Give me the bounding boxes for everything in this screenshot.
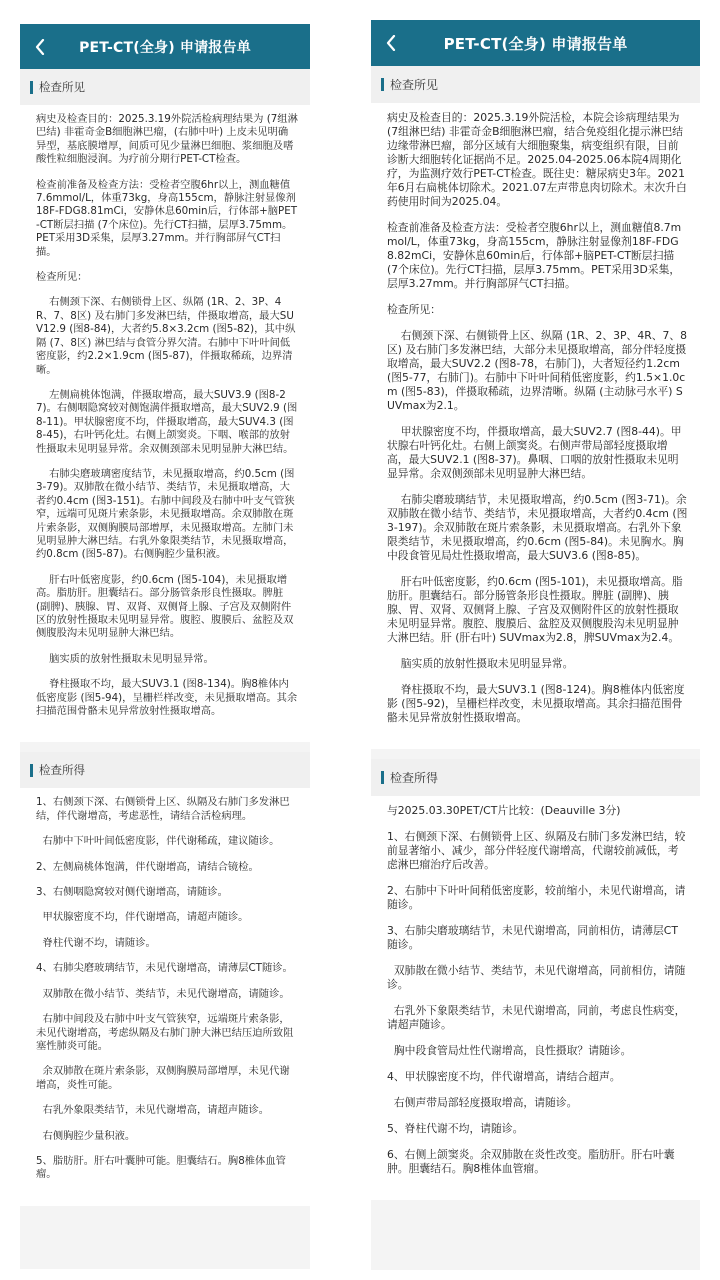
section-title: 检查所得 [39,763,85,778]
back-button[interactable] [30,35,50,59]
report-paragraph: 2、右肺中下叶叶间稍低密度影，较前缩小，未见代谢增高，请随诊。 [387,884,686,911]
section-header-findings [20,69,310,105]
section-header-conclusion [20,752,310,788]
section-marker [30,764,33,777]
report-paragraph: 右肺中下叶叶间低密度影，伴代谢稀疏，建议随诊。 [36,835,280,848]
report-paragraph: 3、右肺尖磨玻璃结节，未见代谢增高，同前相仿，请薄层CT随诊。 [387,924,678,951]
report-paragraph: 右侧声带局部轻度摄取增高，请随诊。 [387,1096,578,1109]
findings-body [20,105,310,742]
header-bar [371,20,700,66]
back-arrow-icon [386,35,396,51]
report-paragraph: 与2025.03.30PET/CT片比较：(Deauville 3分) [387,804,621,817]
report-paragraph: 检查所见： [387,303,441,316]
report-paragraph: 右侧颈下深、右侧锁骨上区、纵隔 (1R、2、3P、4R、7、8区) 及右肺门多发淋巴结，大部分未见摄取增高，部分伴轻度摄取增高，最大SUV2.2 (图8-78，右肺门)，大者短径约1.2cm (图5-77，右肺门)。右肺中下叶叶间稍低密度影，约1.5×1.0cm (图5-83)，伴摄取稀疏，边界清晰。纵隔 (主动脉弓水平) SUVmax为2.1。 [387,329,688,412]
report-paragraph: 检查前准备及检查方法：受检者空腹6hr以上，测血糖值7.6mmol/L，体重73kg，身高155cm，静脉注射显像剂18F-FDG8.81mCi，安静休息60min后，行体部+脑PET-CT断层扫描 (7个床位)。先行CT扫描，层厚3.75mm。PET采用3D采集，层厚3.27mm。并行胸部屏气CT扫描。 [36,178,297,258]
conclusion-body [20,788,310,1205]
report-paragraph: 4、右肺尖磨玻璃结节，未见代谢增高，请薄层CT随诊。 [36,962,293,975]
report-paragraph: 3、右侧咽隐窝较对侧代谢增高，请随诊。 [36,886,228,899]
report-paragraph: 病史及检查目的：2025.3.19外院活检，本院会诊病理结果为 (7组淋巴结) 非霍奇金B细胞淋巴瘤，结合免疫组化提示淋巴结边缘带淋巴瘤，部分区域有大细胞聚集，病变组织有限，目前诊断大细胞转化证据尚不足。2025.04-2025.06本院4周期化疗，为监测疗效行PET-CT检查。既往史：糖尿病史3年。2021年6月右扁桃体切除术。2021.07左声带息肉切除术。末次升白药使用时间为2025.04。 [387,111,687,208]
section-title: 检查所见 [390,78,439,92]
report-paragraph: 右乳外象限类结节，未见代谢增高，请超声随诊。 [36,1104,270,1117]
report-paragraph: 脑实质的放射性摄取未见明显异常。 [36,652,214,665]
section-title: 检查所得 [390,771,439,785]
report-paragraph: 5、脊柱代谢不均，请随诊。 [387,1122,524,1135]
report-paragraph: 右乳外下象限类结节，未见代谢增高，同前，考虑良性病变，请超声随诊。 [387,1004,686,1031]
report-paragraph: 甲状腺密度不均，伴摄取增高，最大SUV2.7 (图8-44)。甲状腺右叶钙化灶。右侧上颌窦炎。右侧声带局部轻度摄取增高，最大SUV2.1 (图8-37)。鼻咽、口咽的放射性摄取未见明显异常。余双侧颈部未见明显肿大淋巴结。 [387,425,682,480]
section-header-findings [371,66,700,103]
page-title: PET-CT(全身) 申请报告单 [443,34,628,53]
report-paragraph: 脊柱摄取不均，最大SUV3.1 (图8-124)。胸8椎体内低密度影 (图5-92)，呈栅栏样改变，未见摄取增高。其余扫描范围骨骼未见异常放射性摄取增高。 [387,683,685,724]
report-paragraph: 甲状腺密度不均，伴代谢增高，请超声随诊。 [36,911,249,924]
report-paragraph: 右侧胸腔少量积液。 [36,1129,136,1142]
report-paragraph: 6、右侧上颌窦炎。余双肺散在炎性改变。脂肪肝。肝右叶囊肿。胆囊结石。胸8椎体血管瘤。 [387,1148,675,1175]
section-marker [381,771,384,784]
report-paragraph: 2、左侧扁桃体饱满，伴代谢增高，请结合镜检。 [36,860,259,873]
report-paragraph: 脊柱代谢不均，请随诊。 [36,936,156,949]
report-screen-left [20,24,310,1269]
header-bar [20,24,310,69]
report-paragraph: 肝右叶低密度影，约0.6cm (图5-101)，未见摄取增高。脂肪肝。胆囊结石。部分肠管条形良性摄取。脾脏 (副脾)、胰腺、胃、双肾、双侧肾上腺、子宫及双侧附件区的放射性摄取未见明显异常。腹腔、腹膜后、盆腔及双侧腹股沟未见明显肿大淋巴结。肝 (肝右叶) SUVmax为2.8，脾SUVmax为2.4。 [387,575,683,644]
report-paragraph: 肝右叶低密度影，约0.6cm (图5-104)，未见摄取增高。脂肪肝。胆囊结石。部分肠管条形良性摄取。脾脏 (副脾)、胰腺、胃、双肾、双侧肾上腺、子宫及双侧附件区的放射性摄取未见明显异常。腹腔、腹膜后、盆腔及双侧腹股沟未见明显肿大淋巴结。 [36,573,294,640]
back-arrow-icon [35,39,45,55]
report-paragraph: 脊柱摄取不均，最大SUV3.1 (图8-134)。胸8椎体内低密度影 (图5-94)，呈栅栏样改变，未见摄取增高。其余扫描范围骨骼未见异常放射性摄取增高。 [36,678,298,718]
report-paragraph: 双肺散在微小结节、类结节，未见代谢增高，请随诊。 [36,987,290,1000]
report-paragraph: 检查所见： [36,271,88,284]
report-paragraph: 右侧颈下深、右侧锁骨上区、纵隔 (1R、2、3P、4R、7、8区) 及右肺门多发淋巴结，伴摄取增高，最大SUV12.9 (图8-84)，大者约5.8×3.2cm (图5-82)，其中纵隔 (7、8区) 淋巴结与食管分界欠清。右肺中下叶叶间低密度影，约2.2×1.9cm (图5-87)，伴摄取稀疏，边界清晰。 [36,296,296,376]
findings-body [371,103,700,749]
report-paragraph: 脑实质的放射性摄取未见明显异常。 [387,657,574,670]
report-paragraph: 双肺散在微小结节、类结节，未见代谢增高，同前相仿，请随诊。 [387,964,686,991]
report-paragraph: 检查前准备及检查方法：受检者空腹6hr以上，测血糖值8.7mmol/L，体重73kg，身高155cm，静脉注射显像剂18F-FDG8.82mCi，安静休息60min后，行体部+脑PET-CT断层扫描 (7个床位)。先行CT扫描，层厚3.75mm。PET采用3D采集，层厚3.27mm。并行胸部屏气CT扫描。 [387,221,682,290]
report-paragraph: 右肺中间段及右肺中叶支气管狭窄，远端斑片索条影，未见代谢增高，考虑纵隔及右肺门肿大淋巴结压迫所致阻塞性肺炎可能。 [36,1013,294,1052]
section-marker [30,81,33,94]
report-paragraph: 左侧扁桃体饱满，伴摄取增高，最大SUV3.9 (图8-27)。右侧咽隐窝较对侧饱满伴摄取增高，最大SUV2.9 (图8-11)。甲状腺密度不均，伴摄取增高，最大SUV4.3 (图8-45)，右叶钙化灶。右侧上颌窦炎。下咽、喉部的放射性摄取未见明显异常。余双侧颈部未见明显肿大淋巴结。 [36,388,298,455]
section-marker [381,78,384,91]
section-title: 检查所见 [39,80,85,94]
report-paragraph: 胸中段食管局灶性代谢增高，良性摄取？请随诊。 [387,1044,632,1057]
report-paragraph: 余双肺散在斑片索条影，双侧胸膜局部增厚，未见代谢增高，炎性可能。 [36,1065,290,1091]
report-paragraph: 右肺尖磨玻璃密度结节，未见摄取增高，约0.5cm (图3-79)。双肺散在微小结节、类结节，未见摄取增高，大者约0.4cm (图3-151)。右肺中间段及右肺中叶支气管狭窄，远端可见斑片索条影，未见摄取增高。余双肺散在斑片索条影，双侧胸膜局部增厚，未见摄取增高。左肺门未见明显肿大淋巴结。右乳外象限类结节，未见摄取增高，约0.8cm (图5-87)。右侧胸腔少量积液。 [36,467,295,561]
report-paragraph: 右肺尖磨玻璃结节，未见摄取增高，约0.5cm (图3-71)。余双肺散在微小结节、类结节，未见摄取增高，大者约0.4cm (图3-197)。余双肺散在斑片索条影，未见摄取增高。右乳外下象限类结节，未见摄取增高，约0.6cm (图5-84)。未见胸水。胸中段食管见局灶性摄取增高，最大SUV3.6 (图8-85)。 [387,493,688,562]
report-paragraph: 病史及检查目的：2025.3.19外院活检病理结果为 (7组淋巴结) 非霍奇金B细胞淋巴瘤，(右肺中叶) 上皮未见明确异型，基底膜增厚，间质可见少量淋巴细胞、浆细胞及嗜酸性粒细胞浸润。为疗前分期行PET-CT检查。 [36,113,298,166]
report-paragraph: 5、脂肪肝。肝右叶囊肿可能。胆囊结石。胸8椎体血管瘤。 [36,1154,286,1181]
conclusion-body [371,796,700,1200]
report-paragraph: 4、甲状腺密度不均，伴代谢增高，请结合超声。 [387,1070,621,1083]
back-button[interactable] [381,31,401,55]
page-title: PET-CT(全身) 申请报告单 [79,39,251,56]
report-screen-right [371,20,700,1270]
section-header-conclusion [371,759,700,796]
report-paragraph: 1、右侧颈下深、右侧锁骨上区、纵隔及右肺门多发淋巴结，较前显著缩小、减少，部分伴轻度代谢增高，代谢较前减低，考虑淋巴瘤治疗后改善。 [387,830,686,871]
report-paragraph: 1、右侧颈下深、右侧锁骨上区、纵隔及右肺门多发淋巴结，伴代谢增高，考虑恶性，请结合活检病理。 [36,796,290,822]
